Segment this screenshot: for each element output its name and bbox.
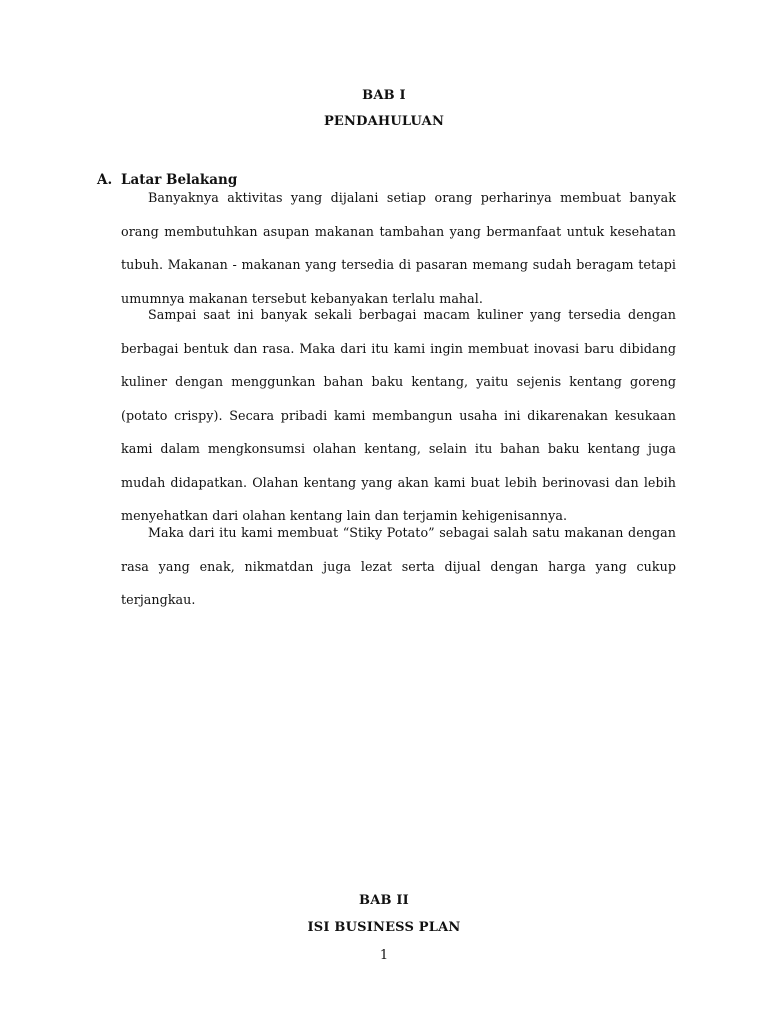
chapter-1-title: PENDAHULUAN: [323, 114, 445, 129]
paragraph-3: Maka dari itu kami membuat “Stiky Potato” sebagai salah satu makanan dengan rasa yang enak, nikmatdan juga lezat serta dijual dengan harga yang cukup terjangkau.: [121, 525, 676, 607]
chapter-2-title: ISI BUSINESS PLAN: [307, 920, 461, 935]
section-a-heading-text: Latar Belakang: [121, 172, 238, 188]
chapter-2-number: BAB II: [359, 893, 409, 908]
section-a-marker: A.: [97, 172, 113, 188]
paragraph-2: Sampai saat ini banyak sekali berbagai macam kuliner yang tersedia dengan berbagai bentuk dan rasa. Maka dari itu kami ingin membuat inovasi baru dibidang kuliner dengan menggunkan bahan baku kentang, yaitu sejenis kentang goreng (potato crispy). Secara pribadi kami membangun usaha ini dikarenakan kesukaan kami dalam mengkonsumsi olahan kentang, selain itu bahan baku kentang juga mudah didapatkan. Olahan kentang yang akan kami buat lebih berinovasi dan lebih menyehatkan dari olahan kentang lain dan terjamin kehigenisannya.: [121, 307, 676, 523]
paragraph-1: Banyaknya aktivitas yang dijalani setiap orang perharinya membuat banyak orang membutuhkan asupan makanan tambahan yang bermanfaat untuk kesehatan tubuh. Makanan - makanan yang tersedia di pasaran memang sudah beragam tetapi umumnya makanan tersebut kebanyakan terlalu mahal.: [121, 190, 676, 306]
chapter-1-number: BAB I: [362, 88, 406, 103]
page-number: 1: [379, 948, 389, 963]
